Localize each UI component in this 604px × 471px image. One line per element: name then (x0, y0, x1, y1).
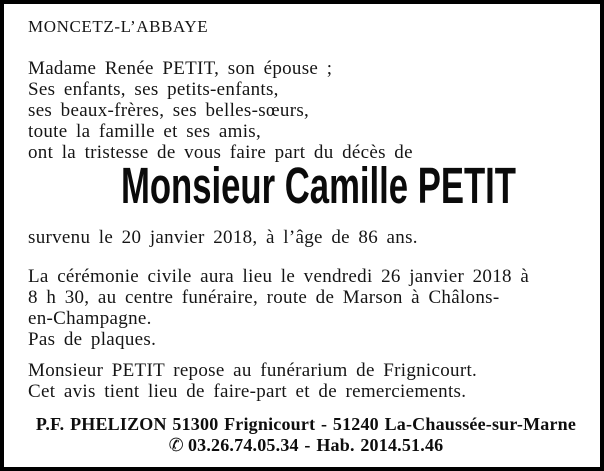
ceremony-line-1: La cérémonie civile aura lieu le vendredi 26 janvier 2018 à (28, 266, 530, 287)
funeral-home-address-line: P.F. PHELIZON 51300 Frignicourt - 51240 La-Chaussée-sur-Marne (35, 414, 577, 434)
phone-number-text: 03.26.74.05.34 - Hab. 2014.51.46 (187, 435, 444, 455)
phone-line (28, 435, 584, 456)
death-date-line: survenu le 20 janvier 2018, à l’âge de 86 ans. (28, 227, 418, 248)
commune-name: MONCETZ-L’ABBAYE (28, 17, 209, 36)
ceremony-line-3: en-Champagne. (28, 308, 152, 329)
funeral-home-footer (28, 414, 584, 456)
family-line-2: Ses enfants, ses petits-enfants, (28, 79, 279, 100)
repose-line-1: Monsieur PETIT repose au funérarium de Frignicourt. (28, 360, 478, 381)
deceased-name-row (28, 157, 584, 214)
family-line-1: Madame Renée PETIT, son épouse ; (28, 58, 333, 79)
repose-paragraph (28, 360, 584, 402)
family-paragraph (28, 58, 584, 163)
repose-line-2: Cet avis tient lieu de faire-part et de remerciements. (28, 381, 467, 402)
family-line-3: ses beaux-frères, ses belles-sœurs, (28, 100, 310, 121)
ceremony-paragraph (28, 266, 584, 350)
family-line-4: toute la famille et ses amis, (28, 121, 262, 142)
family-line-5: ont la tristesse de vous faire part du décès de (28, 142, 413, 163)
telephone-icon: ✆ (168, 435, 184, 456)
deceased-name: Monsieur Camille PETIT (120, 157, 517, 214)
ceremony-line-2: 8 h 30, au centre funéraire, route de Marson à Châlons- (28, 287, 500, 308)
ceremony-line-4: Pas de plaques. (28, 329, 157, 350)
